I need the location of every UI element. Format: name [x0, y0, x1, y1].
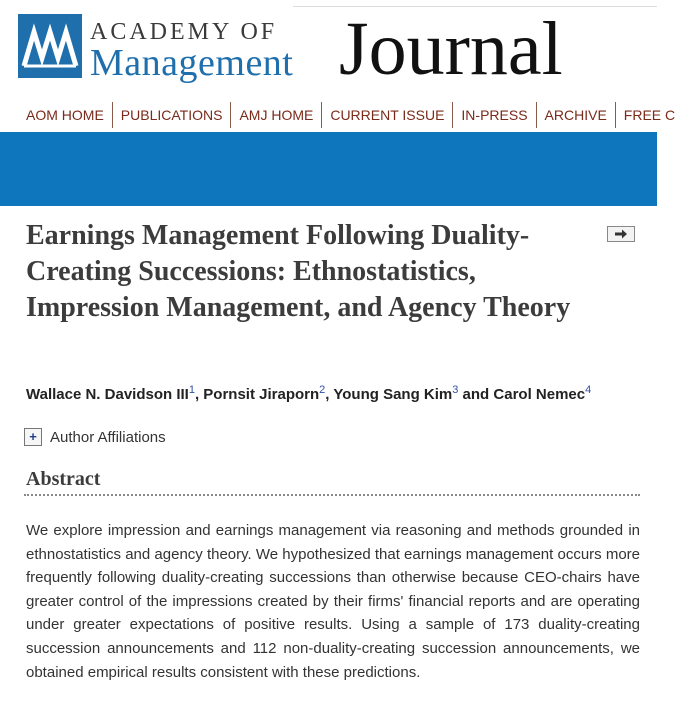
share-button[interactable] — [607, 226, 635, 242]
nav-item-amj-home[interactable]: AMJ HOME — [231, 102, 322, 128]
nav-item-in-press[interactable]: IN-PRESS — [453, 102, 536, 128]
nav-item-archive[interactable]: ARCHIVE — [537, 102, 616, 128]
aom-logo-icon[interactable] — [18, 14, 82, 78]
section-divider — [24, 494, 640, 496]
nav-item-aom-home[interactable]: AOM HOME — [0, 102, 113, 128]
author-name[interactable]: Young Sang Kim — [333, 386, 453, 403]
nav-item-free-content[interactable]: FREE C — [623, 107, 676, 123]
author-name[interactable]: Wallace N. Davidson III — [26, 386, 189, 403]
brand-line1: ACADEMY OF — [90, 19, 278, 45]
author-affiliations-label[interactable]: Author Affiliations — [50, 428, 166, 446]
journal-banner — [293, 6, 657, 95]
nav-item-publications[interactable]: PUBLICATIONS — [113, 102, 232, 128]
site-header — [0, 0, 657, 96]
author-name[interactable]: Pornsit Jiraporn — [203, 386, 320, 403]
author-affiliation-ref[interactable]: 3 — [452, 384, 459, 396]
brand-wordmark[interactable] — [90, 20, 293, 82]
article-title: Earnings Management Following Duality-Creating Successions: Ethnostatistics, Impression Management, and Agency Theory — [26, 220, 571, 323]
author-affiliation-ref[interactable]: 2 — [319, 384, 326, 396]
main-nav — [0, 102, 676, 128]
header-band — [0, 132, 657, 206]
author-list — [26, 384, 591, 403]
expand-plus-icon[interactable]: + — [24, 428, 42, 446]
author-separator: and — [458, 386, 494, 403]
nav-item-current-issue[interactable]: CURRENT ISSUE — [322, 102, 453, 128]
author-affiliation-ref[interactable]: 1 — [188, 384, 195, 396]
forward-arrow-icon — [614, 229, 628, 239]
author-separator: , — [194, 386, 204, 403]
author-name[interactable]: Carol Nemec — [493, 386, 586, 403]
journal-title: Journal — [339, 7, 563, 91]
author-affiliation-ref[interactable]: 4 — [585, 384, 592, 396]
abstract-heading: Abstract — [26, 468, 101, 490]
abstract-text: We explore impression and earnings management via reasoning and methods grounded in ethnostatistics and agency theory. We hypothesized that earnings management occurs more frequently following duality-creating successions than otherwise because CEO-chairs have greater control of the impressions created by their firms' financial reports and are operating under greater expectations of positive results. Using a sample of 173 duality-creating succession announcements and 112 non-duality-creating succession announcements, we obtained empirical results consistent with these predictions. — [26, 522, 640, 681]
brand-line2: Management — [90, 42, 294, 84]
author-affiliations-toggle[interactable] — [24, 428, 166, 446]
author-separator: , — [325, 386, 334, 403]
